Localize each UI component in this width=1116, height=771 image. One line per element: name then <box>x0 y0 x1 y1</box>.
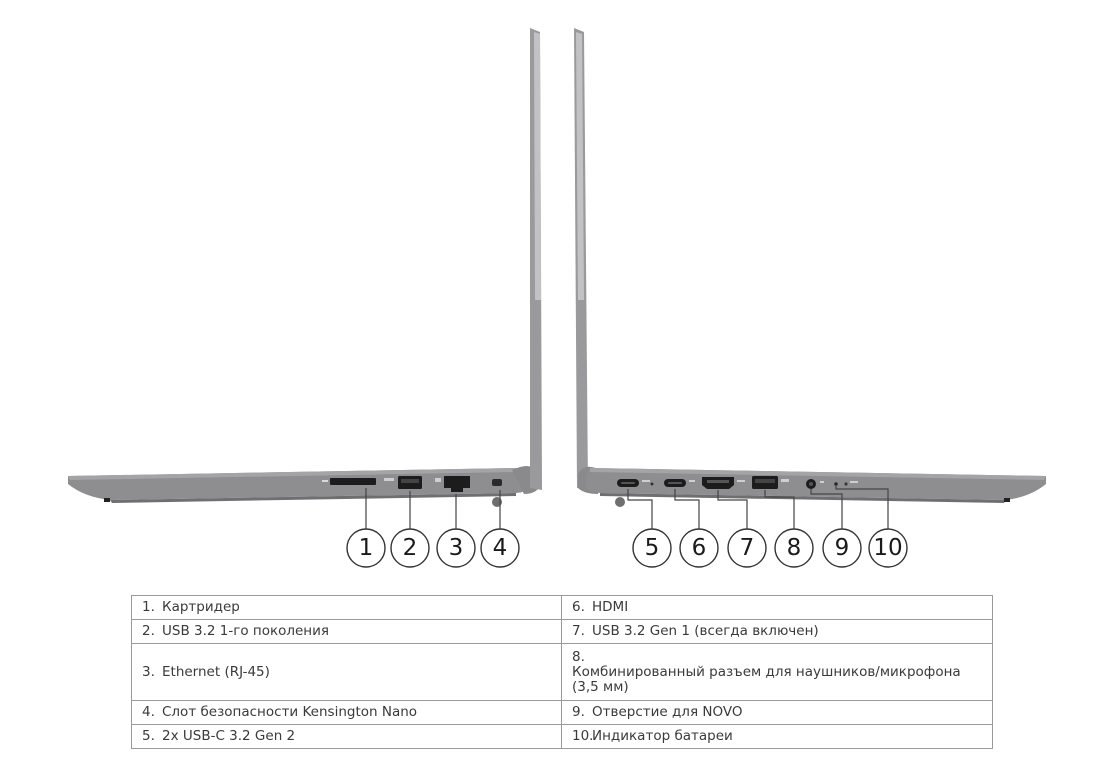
table-row <box>132 644 993 701</box>
spec-label: 2x USB-C 3.2 Gen 2 <box>162 728 296 744</box>
table-row <box>132 620 993 644</box>
spec-number: 6. <box>572 599 585 615</box>
spec-label: Индикатор батареи <box>592 728 733 744</box>
spec-cell-7 <box>562 620 993 644</box>
card-reader-port <box>322 478 376 485</box>
callout-2-label: 2 <box>402 535 418 561</box>
callout-5-label: 5 <box>644 535 660 561</box>
spec-cell-3 <box>132 644 562 701</box>
callout-4-label: 4 <box>492 535 508 561</box>
callout-6 <box>680 529 718 567</box>
callout-1 <box>347 529 385 567</box>
callout-7 <box>728 529 766 567</box>
spec-number: 1. <box>142 599 155 615</box>
left-laptop-foot <box>104 498 110 502</box>
port-legend-table <box>131 595 993 749</box>
kensington-slot <box>492 479 502 486</box>
callout-circles-left <box>347 529 519 567</box>
table-row <box>132 725 993 749</box>
spec-number: 5. <box>142 728 155 744</box>
right-laptop-foot <box>1004 498 1010 502</box>
spec-cell-5 <box>132 725 562 749</box>
callout-9 <box>823 529 861 567</box>
spec-cell-2 <box>132 620 562 644</box>
callout-9-label: 9 <box>834 535 850 561</box>
callout-10-label: 10 <box>873 535 903 561</box>
spec-number: 10. <box>572 728 594 744</box>
spec-number: 7. <box>572 623 585 639</box>
callout-1-label: 1 <box>358 535 374 561</box>
laptop-left-side-view <box>68 28 542 531</box>
callout-8 <box>775 529 813 567</box>
laptop-right-side-view <box>574 28 1046 531</box>
spec-label: HDMI <box>592 599 629 615</box>
spec-cell-4 <box>132 701 562 725</box>
spec-number: 2. <box>142 623 155 639</box>
spec-label: Комбинированный разъем для наушников/микрофона (3,5 мм) <box>572 663 961 695</box>
spec-cell-6 <box>562 596 993 620</box>
spec-label: USB 3.2 Gen 1 (всегда включен) <box>592 623 819 639</box>
callout-6-label: 6 <box>691 535 707 561</box>
spec-number: 9. <box>572 704 585 720</box>
callout-4 <box>481 529 519 567</box>
spec-number: 3. <box>142 663 155 680</box>
spec-label: USB 3.2 1-го поколения <box>162 623 330 639</box>
table-row <box>132 596 993 620</box>
callout-3 <box>437 529 475 567</box>
table-row <box>132 701 993 725</box>
spec-label: Отверстие для NOVO <box>592 704 743 720</box>
spec-number: 8. <box>572 648 585 665</box>
spec-cell-8 <box>562 644 993 701</box>
spec-number: 4. <box>142 704 155 720</box>
callout-3-label: 3 <box>448 535 464 561</box>
callout-circles-right <box>633 529 907 567</box>
callout-7-label: 7 <box>739 535 755 561</box>
spec-cell-9 <box>562 701 993 725</box>
spec-label: Слот безопасности Kensington Nano <box>162 704 418 720</box>
callout-2 <box>391 529 429 567</box>
callout-10 <box>869 529 907 567</box>
spec-label: Ethernet (RJ-45) <box>162 663 270 680</box>
novo-hole <box>834 482 838 486</box>
callout-5 <box>633 529 671 567</box>
spec-label: Картридер <box>162 599 240 615</box>
spec-cell-10 <box>562 725 993 749</box>
callout-8-label: 8 <box>786 535 802 561</box>
spec-cell-1 <box>132 596 562 620</box>
